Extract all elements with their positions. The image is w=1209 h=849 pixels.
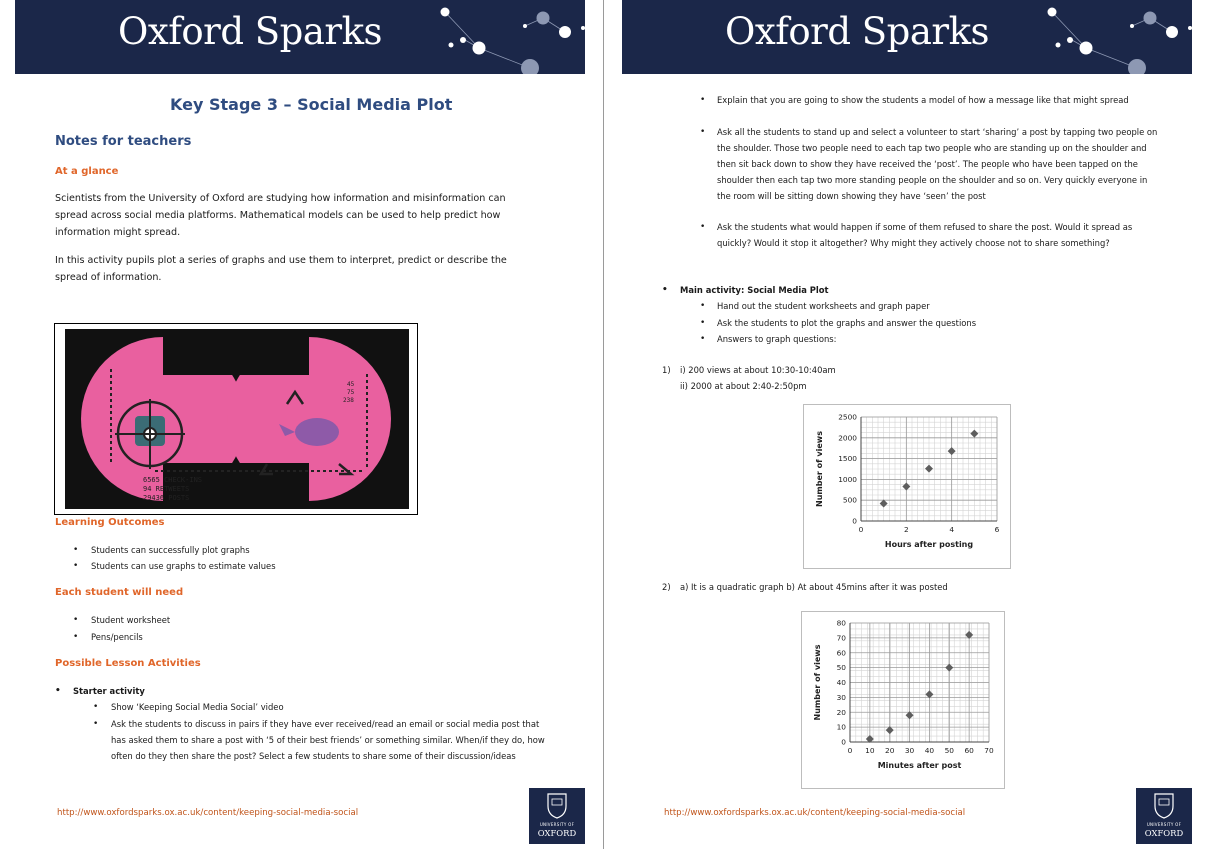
y-tick-label: 500 bbox=[842, 495, 857, 505]
x-axis-label: Hours after posting bbox=[884, 540, 974, 549]
bullet-icon: • bbox=[73, 632, 79, 642]
x-tick-label: 50 bbox=[944, 746, 954, 755]
grid bbox=[850, 623, 989, 742]
continued-item: Ask all the students to stand up and select a volunteer to start ‘sharing’ a post by tapping two people on the shoulder. Those two people need to each tap two people who are standing up on the shoulder and then sit back down to show they have received the ‘post’. The people who have been tapped on the shoulder then each tap two more standing people on the shoulder and so on. Very quickly everyone in the room will be sitting down showing they have ‘seen’ the post bbox=[717, 127, 1158, 201]
bullet-icon: • bbox=[73, 561, 79, 571]
continued-item: Ask the students what would happen if some of them refused to share the post. Would it spread as quickly? Would it stop it altogether? Why might they actively choose not to share something? bbox=[717, 222, 1133, 248]
need-item: Student worksheet bbox=[91, 615, 171, 625]
notes-heading: Notes for teachers bbox=[55, 134, 192, 149]
y-tick-label: 0 bbox=[841, 737, 846, 747]
glance-paragraph: Scientists from the University of Oxford are studying how information and misinformation can spread across social media platforms. Mathematical models can be used to help predict how information might spread. bbox=[55, 193, 506, 238]
need-heading: Each student will need bbox=[55, 587, 184, 598]
y-tick-label: 1500 bbox=[838, 454, 857, 464]
chart-hours bbox=[803, 404, 1011, 569]
outcome-item: Students can use graphs to estimate values bbox=[91, 561, 276, 571]
q1-answer-a: i) 200 views at about 10:30-10:40am bbox=[680, 365, 836, 375]
page-divider bbox=[603, 0, 604, 849]
glance-heading: At a glance bbox=[55, 166, 119, 177]
x-tick-label: 70 bbox=[984, 746, 994, 755]
starter-label: Starter activity bbox=[73, 686, 145, 696]
y-tick-label: 70 bbox=[836, 633, 846, 643]
main-item: Ask the students to plot the graphs and answer the questions bbox=[717, 318, 977, 328]
main-activity-label: Main activity: Social Media Plot bbox=[680, 285, 829, 295]
bullet-icon: • bbox=[700, 301, 706, 311]
constellation-icon bbox=[415, 0, 585, 74]
y-axis-label: Number of views bbox=[813, 644, 822, 721]
shield-icon bbox=[529, 788, 585, 822]
need-item: Pens/pencils bbox=[91, 632, 143, 642]
hours-chart-svg bbox=[804, 405, 1010, 568]
stat-a: 45 bbox=[347, 381, 355, 388]
y-tick-label: 20 bbox=[836, 707, 846, 717]
q2-number: 2) bbox=[662, 582, 671, 592]
crest-name: OXFORD bbox=[1144, 828, 1184, 838]
bullet-icon: • bbox=[700, 95, 706, 105]
y-tick-label: 0 bbox=[852, 516, 857, 526]
x-tick-label: 0 bbox=[847, 746, 853, 755]
bullet-icon: • bbox=[700, 127, 706, 137]
y-tick-label: 60 bbox=[836, 648, 846, 658]
x-tick-label: 6 bbox=[994, 525, 1000, 534]
right-page bbox=[622, 0, 1192, 849]
retweets-stat: 94 RETWEETS bbox=[143, 485, 190, 493]
activity-paragraph: In this activity pupils plot a series of graphs and use them to interpret, predict or describe the spread of information. bbox=[55, 255, 507, 283]
footer-url[interactable]: http://www.oxfordsparks.ox.ac.uk/content/keeping-social-media-social bbox=[664, 808, 966, 818]
starter-item: Ask the students to discuss in pairs if they have ever received/read an email or social media post that has asked them to share a post with ‘5 of their best friends’ or something similar. When/if they do, how often do they then share the post? Select a few students to share some of their discussion/ideas bbox=[111, 719, 545, 761]
y-tick-label: 80 bbox=[836, 618, 846, 628]
page-title: Key Stage 3 – Social Media Plot bbox=[170, 95, 453, 114]
x-tick-label: 60 bbox=[964, 746, 974, 755]
binoculars-image bbox=[54, 323, 418, 515]
data-point bbox=[880, 500, 888, 508]
data-point bbox=[902, 482, 910, 490]
crest-small-text: UNIVERSITY OF bbox=[1146, 822, 1182, 827]
bullet-icon: • bbox=[73, 545, 79, 555]
main-item: Hand out the student worksheets and graph paper bbox=[717, 301, 930, 311]
chart-minutes bbox=[801, 611, 1005, 789]
x-tick-label: 30 bbox=[904, 746, 915, 755]
x-tick-label: 10 bbox=[865, 746, 875, 755]
oxford-crest bbox=[1136, 788, 1192, 844]
brand-title: Oxford Sparks bbox=[118, 10, 382, 53]
footer-url[interactable]: http://www.oxfordsparks.ox.ac.uk/content/keeping-social-media-social bbox=[57, 808, 359, 818]
activities-heading: Possible Lesson Activities bbox=[55, 658, 201, 669]
outcome-item: Students can successfully plot graphs bbox=[91, 545, 250, 555]
starter-item: Show ‘Keeping Social Media Social’ video bbox=[111, 702, 284, 712]
y-tick-label: 10 bbox=[836, 722, 846, 732]
data-point bbox=[970, 430, 978, 438]
x-tick-label: 0 bbox=[858, 525, 864, 534]
y-tick-label: 2000 bbox=[838, 433, 857, 443]
bullet-icon: • bbox=[662, 285, 668, 295]
minutes-chart-svg bbox=[802, 612, 1004, 788]
crest-name: OXFORD bbox=[537, 828, 577, 838]
continued-item: Explain that you are going to show the students a model of how a message like that might spread bbox=[717, 95, 1129, 105]
checkins-stat: 6565 CHECK-INS bbox=[143, 476, 203, 484]
bullet-icon: • bbox=[700, 222, 706, 232]
banner bbox=[622, 0, 1192, 74]
y-tick-label: 1000 bbox=[838, 474, 857, 484]
y-tick-label: 40 bbox=[836, 678, 846, 687]
stat-c: 238 bbox=[343, 397, 354, 404]
outcomes-heading: Learning Outcomes bbox=[55, 517, 165, 528]
stat-b: 75 bbox=[347, 389, 355, 396]
bullet-icon: • bbox=[700, 318, 706, 328]
left-page bbox=[15, 0, 585, 849]
posts-stat: 29436 POSTS bbox=[143, 494, 190, 502]
x-tick-label: 2 bbox=[903, 525, 909, 534]
y-tick-label: 50 bbox=[836, 663, 846, 673]
q1-number: 1) bbox=[662, 365, 671, 375]
q2-answer: a) It is a quadratic graph b) At about 45mins after it was posted bbox=[680, 582, 948, 592]
bullet-icon: • bbox=[93, 719, 99, 729]
data-point bbox=[925, 465, 933, 473]
bullet-icon: • bbox=[93, 702, 99, 712]
crest-small-text: UNIVERSITY OF bbox=[539, 822, 575, 827]
q1-answer-b: ii) 2000 at about 2:40-2:50pm bbox=[680, 381, 807, 391]
main-item: Answers to graph questions: bbox=[717, 334, 837, 344]
oxford-crest bbox=[529, 788, 585, 844]
bullet-icon: • bbox=[73, 615, 79, 625]
banner bbox=[15, 0, 585, 74]
x-tick-label: 40 bbox=[924, 746, 935, 755]
y-tick-label: 2500 bbox=[838, 412, 857, 422]
x-tick-label: 4 bbox=[949, 525, 955, 534]
bullet-icon: • bbox=[55, 686, 61, 696]
x-tick-label: 20 bbox=[885, 746, 895, 755]
y-axis-label: Number of views bbox=[815, 431, 824, 507]
y-tick-label: 30 bbox=[836, 692, 846, 702]
x-axis-label: Minutes after post bbox=[877, 761, 962, 770]
constellation-icon bbox=[1022, 0, 1192, 74]
bullet-icon: • bbox=[700, 334, 706, 344]
shield-icon bbox=[1136, 788, 1192, 822]
brand-title: Oxford Sparks bbox=[725, 10, 989, 53]
